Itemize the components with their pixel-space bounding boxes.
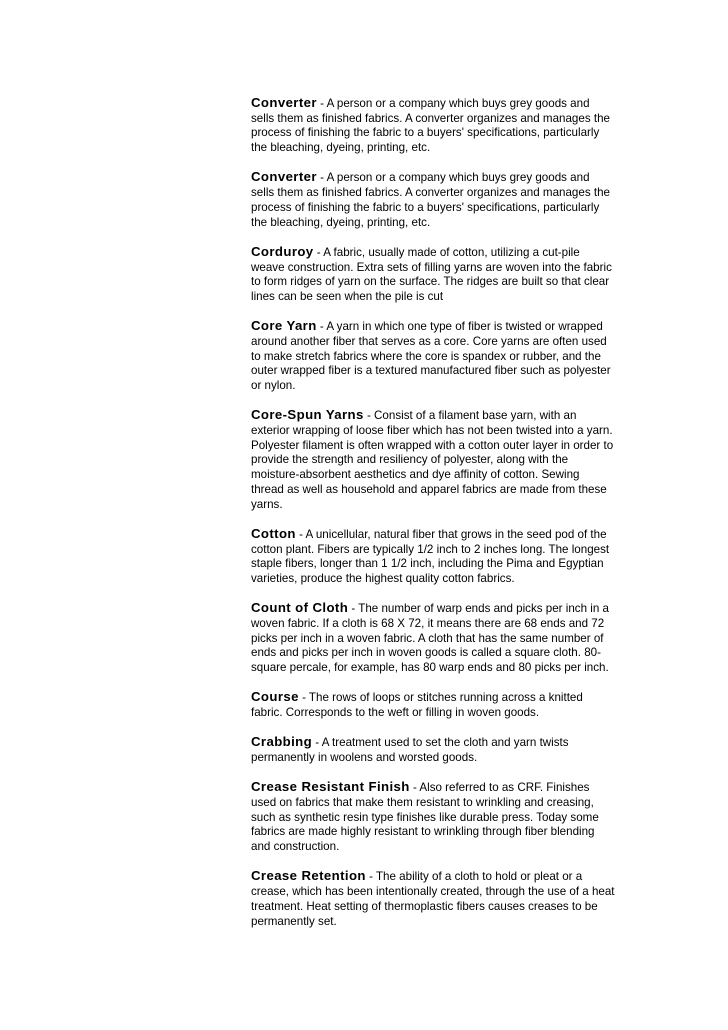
glossary-term: Corduroy <box>251 243 314 259</box>
glossary-definition: - The ability of a cloth to hold or pleat or a crease, which has been intentionally created, through the use of a heat treatment. Heat setting of thermoplastic fibers causes creases to be permanently set. <box>251 870 615 928</box>
glossary-entry-crabbing <box>251 735 615 765</box>
glossary-term: Count of Cloth <box>251 600 349 616</box>
glossary-term: Converter <box>251 169 317 185</box>
glossary-term: Core-Spun Yarns <box>251 407 364 423</box>
glossary-term: Course <box>251 689 299 705</box>
glossary-term: Crease Resistant Finish <box>251 779 410 795</box>
glossary-entry-core-spun-yarns <box>251 408 615 512</box>
glossary-term: Cotton <box>251 525 296 541</box>
glossary-definition: - A unicellular, natural fiber that grows in the seed pod of the cotton plant. Fibers are typically 1/2 inch to 2 inches long. The longest staple fibers, longer than 1 1/2 inch, including the Pima and Egyptian varieties, produce the highest quality cotton fabrics. <box>251 527 610 585</box>
glossary-definition: - A treatment used to set the cloth and yarn twists permanently in woolens and worsted goods. <box>251 736 569 765</box>
glossary-entry-course <box>251 690 615 720</box>
glossary-definition: - A fabric, usually made of cotton, utilizing a cut-pile weave construction. Extra sets of filling yarns are woven into the fabric to form ridges of yarn on the surface. The ridges are built so that clear lines can be seen when the pile is cut <box>251 245 612 303</box>
glossary-entry-corduroy <box>251 245 615 305</box>
glossary-entry-core-yarn <box>251 319 615 394</box>
glossary-entry-cotton <box>251 527 615 587</box>
glossary-definition: - A person or a company which buys grey goods and sells them as finished fabrics. A converter organizes and manages the process of finishing the fabric to a buyers' specifications, particularly the bleaching, dyeing, printing, etc. <box>251 171 610 229</box>
glossary-definition: - A person or a company which buys grey goods and sells them as finished fabrics. A converter organizes and manages the process of finishing the fabric to a buyers' specifications, particularly the bleaching, dyeing, printing, etc. <box>251 97 610 155</box>
glossary-definition: - A yarn in which one type of fiber is twisted or wrapped around another fiber that serves as a core. Core yarns are often used to make stretch fabrics where the core is spandex or rubber, and the outer wrapped fiber is a textured manufactured fiber such as polyester or nylon. <box>251 320 611 393</box>
glossary-page <box>251 96 615 944</box>
glossary-definition: - The number of warp ends and picks per inch in a woven fabric. If a cloth is 68 X 72, it means there are 68 ends and 72 picks per inch in a woven fabric. A cloth that has the same number of ends and picks per inch in woven goods is called a square cloth. 80-square percale, for example, has 80 warp ends and 80 picks per inch. <box>251 602 609 675</box>
glossary-definition: - The rows of loops or stitches running across a knitted fabric. Corresponds to the weft or filling in woven goods. <box>251 691 583 720</box>
glossary-term: Converter <box>251 95 317 110</box>
glossary-entry-crease-resistant-finish <box>251 780 615 855</box>
glossary-entry-converter-1 <box>251 96 615 156</box>
glossary-definition: - Also referred to as CRF. Finishes used on fabrics that make them resistant to wrinkling and creasing, such as synthetic resin type finishes like durable press. Today some fabrics are made highly resistant to wrinkling through fiber blending and construction. <box>251 781 599 854</box>
glossary-entry-count-of-cloth <box>251 601 615 676</box>
glossary-term: Core Yarn <box>251 318 317 334</box>
glossary-entry-converter-2 <box>251 170 615 230</box>
glossary-term: Crease Retention <box>251 868 366 884</box>
glossary-term: Crabbing <box>251 734 313 750</box>
glossary-definition: - Consist of a filament base yarn, with an exterior wrapping of loose fiber which has not been twisted into a yarn. Polyester filament is often wrapped with a cotton outer layer in order to provide the strength and resiliency of polyester, along with the moisture-absorbent aesthetics and dye affinity of cotton. Sewing thread as well as household and apparel fabrics are made from these yarns. <box>251 409 614 511</box>
glossary-entry-crease-retention <box>251 869 615 929</box>
